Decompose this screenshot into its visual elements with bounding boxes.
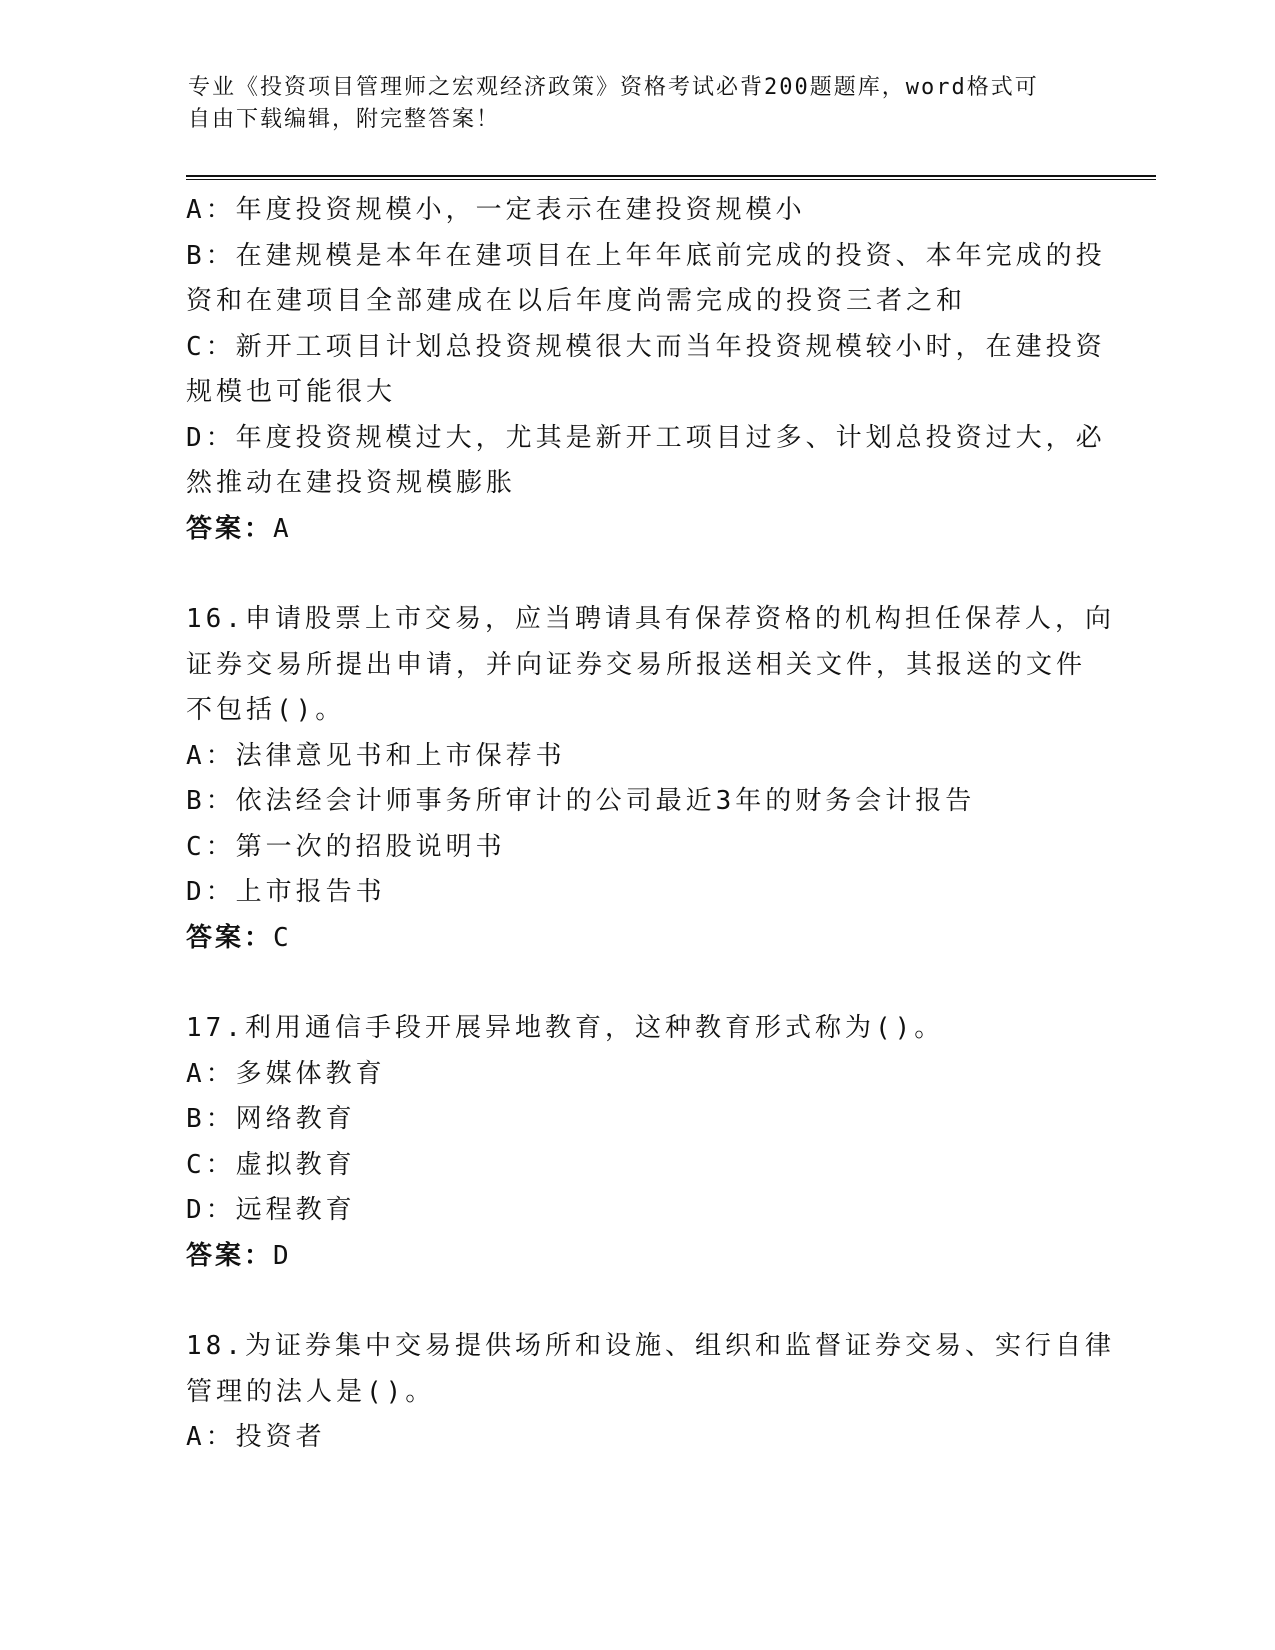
- answer-label: 答案：: [186, 513, 274, 544]
- document-header: [188, 72, 1068, 136]
- header-divider: [186, 175, 1156, 180]
- option-a: A：投资者: [186, 1422, 326, 1452]
- answer-label: 答案：: [186, 922, 274, 953]
- question-stem: 不包括()。: [186, 695, 346, 725]
- header-line: 自由下载编辑，附完整答案！: [188, 107, 501, 132]
- answer-line: [186, 507, 1076, 553]
- option-line: D：年度投资规模过大，尤其是新开工项目过多、计划总投资过大，必: [186, 422, 1106, 453]
- spacer: [186, 961, 1076, 1006]
- header-line: 专业《投资项目管理师之宏观经济政策》资格考试必背200题题库，word格式可: [188, 75, 1039, 100]
- option-b: [186, 234, 1106, 325]
- option-c: C：虚拟教育: [186, 1149, 356, 1180]
- option-line: 然推动在建投资规模膨胀: [186, 468, 517, 498]
- option-line: A：年度投资规模小，一定表示在建投资规模小: [186, 195, 806, 225]
- answer-value: C: [273, 922, 292, 953]
- answer-line: [186, 916, 1076, 962]
- question-16: [186, 597, 1115, 961]
- question-stem: 17.利用通信手段开展异地教育，这种教育形式称为()。: [186, 1013, 945, 1043]
- option-a: [186, 188, 1076, 234]
- spacer: [186, 1279, 1076, 1324]
- question-stem: 证券交易所提出申请，并向证券交易所报送相关文件，其报送的文件: [186, 649, 1087, 680]
- option-a: A：法律意见书和上市保荐书: [186, 740, 566, 771]
- question-stem: 管理的法人是()。: [186, 1376, 436, 1407]
- question-stem: 18.为证券集中交易提供场所和设施、组织和监督证券交易、实行自律: [186, 1331, 1115, 1361]
- question-stem: 16.申请股票上市交易，应当聘请具有保荐资格的机构担任保荐人，向: [186, 604, 1115, 634]
- option-line: 资和在建项目全部建成在以后年度尚需完成的投资三者之和: [186, 286, 967, 316]
- option-line: C：新开工项目计划总投资规模很大而当年投资规模较小时，在建投资: [186, 331, 1106, 362]
- option-d: D：上市报告书: [186, 877, 386, 907]
- answer-value: D: [273, 1240, 292, 1271]
- answer-value: A: [273, 513, 292, 544]
- question-17: [186, 1006, 1076, 1279]
- option-b: B：依法经会计师事务所审计的公司最近3年的财务会计报告: [186, 786, 976, 816]
- option-c: [186, 325, 1106, 416]
- option-d: D：远程教育: [186, 1195, 356, 1225]
- question-content: [186, 188, 1115, 1461]
- option-d: [186, 416, 1106, 507]
- option-a: A：多媒体教育: [186, 1058, 386, 1089]
- spacer: [186, 552, 1076, 597]
- option-line: B：在建规模是本年在建项目在上年年底前完成的投资、本年完成的投: [186, 240, 1106, 271]
- answer-line: [186, 1234, 1076, 1280]
- answer-label: 答案：: [186, 1240, 274, 1271]
- option-line: 规模也可能很大: [186, 377, 397, 407]
- option-c: C：第一次的招股说明书: [186, 831, 506, 862]
- option-b: B：网络教育: [186, 1104, 356, 1134]
- question-18: [186, 1324, 1115, 1461]
- prev-question: [186, 188, 1106, 552]
